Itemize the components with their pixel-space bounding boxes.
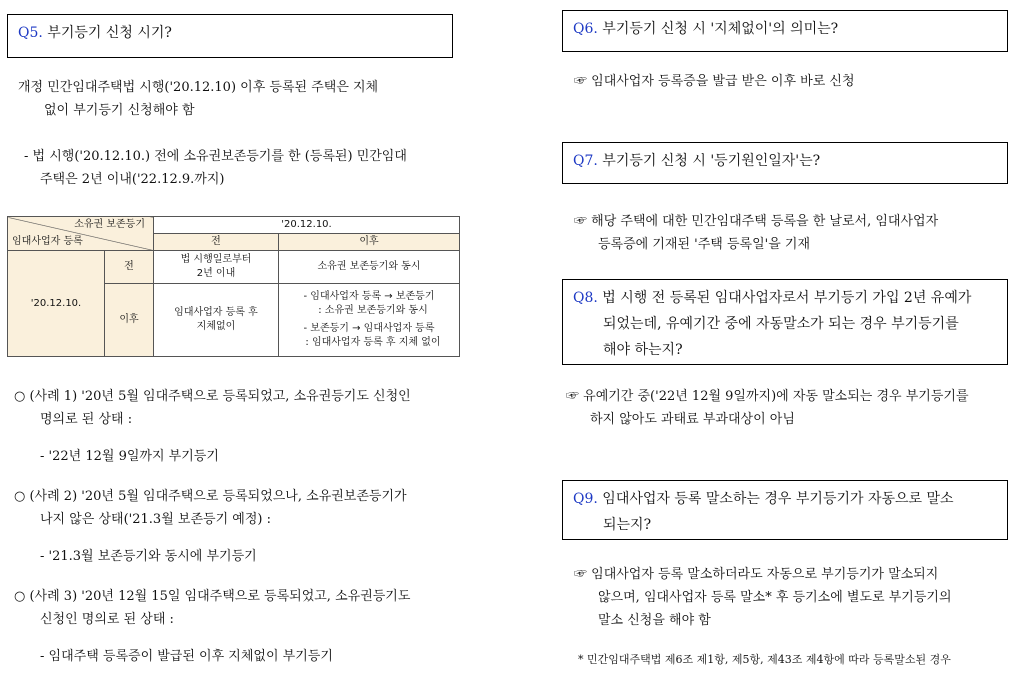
a8-line2: 하지 않아도 과태료 부과대상이 아님 (590, 412, 795, 427)
q7-text: 부기등기 신청 시 '등기원인일자'는? (602, 153, 821, 169)
case3 (14, 585, 410, 668)
p1-line1: 개정 민간임대주택법 시행('20.12.10) 이후 등록된 주택은 지체 (18, 80, 379, 95)
row-before-header: 전 (105, 251, 154, 284)
cell-after-after (279, 284, 460, 357)
case1-sub: - '22년 12월 9일까지 부기등기 (40, 449, 219, 464)
cell-line: - 보존등기 → 임대사업자 등록 (303, 323, 435, 334)
q8-line1: 법 시행 전 등록된 임대사업자로서 부기등기 가입 2년 유예가 (602, 290, 972, 306)
q9-line2: 되는지? (603, 517, 652, 533)
case2 (14, 485, 407, 568)
case2-line1: ○ (사례 2) '20년 5월 임대주택으로 등록되었으나, 소유권보존등기가 (14, 489, 407, 504)
q9-line1: 임대사업자 등록 말소하는 경우 부기등기가 자동으로 말소 (602, 491, 954, 507)
footnote: * 민간임대주택법 제6조 제1항, 제5항, 제43조 제4항에 따라 등록말소된 경우 (578, 653, 951, 666)
q5-number: Q5. (18, 25, 43, 41)
cell-line: : 임대사업자 등록 후 지체 없이 (305, 337, 441, 348)
case1-line1: ○ (사례 1) '20년 5월 임대주택으로 등록되었고, 소유권등기도 신청인 (14, 389, 411, 404)
case2-line2: 나지 않은 상태('21.3월 보존등기 예정) : (40, 512, 271, 527)
a9-line2: 않으며, 임대사업자 등록 말소* 후 등기소에 별도로 부기등기의 (598, 590, 952, 605)
q9-box (562, 480, 1008, 540)
a9 (574, 563, 952, 632)
case3-sub: - 임대주택 등록증이 발급된 이후 지체없이 부기등기 (40, 649, 333, 664)
case1-line2: 명의로 된 상태 : (40, 412, 133, 427)
cell-line: 지체없이 (196, 321, 236, 332)
p1-line2: 없이 부기등기 신청해야 함 (44, 103, 195, 118)
q6-number: Q6. (573, 21, 598, 37)
col-group-header: '20.12.10. (154, 217, 460, 234)
q7-box (562, 142, 1008, 184)
p2-line2: 주택은 2년 이내('22.12.9.까지) (40, 172, 225, 187)
cell-line: - 임대사업자 등록 → 보존등기 (303, 291, 435, 302)
row-after-header: 이후 (105, 284, 154, 357)
q8-line2: 되었는데, 유예기간 중에 자동말소가 되는 경우 부기등기를 (603, 316, 959, 332)
q8-box (562, 279, 1008, 365)
a7 (574, 210, 938, 256)
a7-line1: ☞ 해당 주택에 대한 민간임대주택 등록을 한 날로서, 임대사업자 (574, 214, 939, 229)
p1 (18, 76, 378, 122)
q8-line3: 해야 하는지? (603, 342, 683, 358)
case1 (14, 385, 411, 468)
table-diagonal-header (8, 217, 154, 251)
cell-line: 2년 이내 (196, 268, 236, 279)
case3-line1: ○ (사례 3) '20년 12월 15일 임대주택으로 등록되었고, 소유권등기도 (14, 589, 411, 604)
a9-line3: 말소 신청을 해야 함 (598, 613, 711, 628)
q9-number: Q9. (573, 491, 598, 507)
a8 (566, 385, 969, 431)
a6: ☞ 임대사업자 등록증을 발급 받은 이후 바로 신청 (574, 74, 855, 89)
q5-box (7, 14, 453, 58)
q6-text: 부기등기 신청 시 '지체없이'의 의미는? (602, 21, 839, 37)
col-after-header: 이후 (279, 234, 460, 251)
diag-bottom-label: 임대사업자 등록 (12, 236, 83, 247)
case3-line2: 신청인 명의로 된 상태 : (40, 612, 174, 627)
cell-line: 임대사업자 등록 후 (174, 307, 258, 318)
case2-sub: - '21.3월 보존등기와 동시에 부기등기 (40, 549, 257, 564)
cell-line: : 소유권 보존등기와 동시 (318, 305, 428, 316)
cell-before-before (154, 251, 279, 284)
cell-line: 법 시행일로부터 (180, 254, 252, 265)
diag-top-label: 소유권 보존등기 (74, 219, 145, 230)
a8-line1: ☞ 유예기간 중('22년 12월 9일까지)에 자동 말소되는 경우 부기등기를 (566, 389, 969, 404)
q7-number: Q7. (573, 153, 598, 169)
a9-line1: ☞ 임대사업자 등록 말소하더라도 자동으로 부기등기가 말소되지 (574, 567, 939, 582)
p2 (24, 145, 407, 191)
a7-line2: 등록증에 기재된 '주택 등록일'을 기재 (598, 237, 811, 252)
p2-line1: - 법 시행('20.12.10.) 전에 소유권보존등기를 한 (등록된) 민간임대 (24, 149, 407, 164)
registration-timing-table (7, 216, 460, 357)
col-before-header: 전 (154, 234, 279, 251)
q5-text: 부기등기 신청 시기? (47, 25, 172, 41)
q6-box (562, 10, 1008, 52)
cell-after-before (154, 284, 279, 357)
row-group-header: '20.12.10. (8, 251, 105, 357)
cell-before-after: 소유권 보존등기와 동시 (279, 251, 460, 284)
q8-number: Q8. (573, 290, 598, 306)
